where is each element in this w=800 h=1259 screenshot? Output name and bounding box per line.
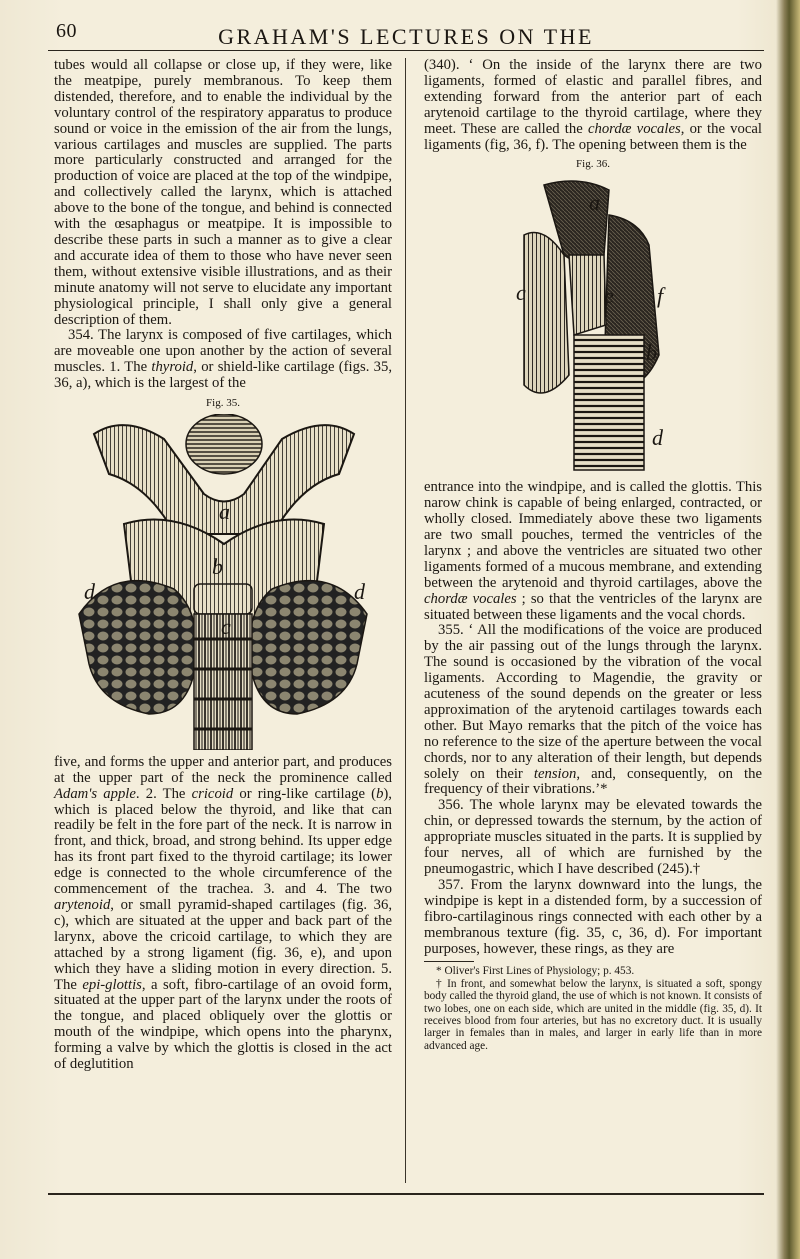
- para-text: , or shield-like cartilage (figs. 35, 36, a), which is the largest of the: [54, 359, 392, 392]
- right-column: [424, 58, 762, 1052]
- para-text: five, and forms the upper and anterior part, and produces at the upper part of the neck the prominence called: [54, 753, 392, 786]
- fig36-label-d: d: [652, 425, 663, 451]
- footnote-2: † In front, and somewhat below the larynx, is situated a soft, spongy body called the thyroid gland, the use of which is not known. It consists of two lobes, one on each side, which are united in the middle (fig. 35, d). It receives blood from four arteries, but has no excretory duct. It is usually larger in females than in males, and larger in early life than in more advanced age.: [424, 977, 762, 1052]
- right-paragraph-355: [424, 623, 762, 798]
- term-chordae-vocales: chordæ vocales: [424, 590, 517, 607]
- term-tension: tension: [533, 765, 577, 782]
- para-text: ; so that the ventricles of the larynx are situated between these ligaments and the vocal chords.: [424, 590, 762, 623]
- para-text: 354. The larynx is composed of five cartilages, which are moveable one upon another by the action of several muscles. 1. The: [54, 327, 392, 376]
- right-paragraph-357: 357. From the larynx downward into the lungs, the windpipe is kept in a distended form, by a succession of fibro-cartilaginous rings connected with each other by a membranous texture (fig. 35, c, 36, d). For important purposes, however, these rings, as they are: [424, 876, 762, 957]
- running-title: GRAHAM'S LECTURES ON THE: [218, 24, 594, 49]
- column-divider: [405, 58, 406, 1183]
- right-paragraph-340: [424, 58, 762, 153]
- left-paragraph-cartilages: [54, 755, 392, 1073]
- fig35-label-d-left: d: [84, 578, 95, 604]
- bottom-rule: [48, 1193, 764, 1195]
- para-text: . 2. The: [135, 785, 192, 802]
- term-epiglottis: epi-glottis: [82, 976, 142, 993]
- para-text: ), which is placed below the thyroid, and like that can readily be felt in the fore part of the neck. It is narrow in front, and thick, broad, and strong behind. Its upper edge has its front part fixed to the thyroid cartilage; its lower edge is connected to the whole circumference of the commencement of the trachea. 3. and 4. The two: [54, 785, 392, 898]
- page-header: [48, 18, 764, 51]
- term-thyroid: thyroid: [151, 359, 194, 376]
- fig36-label-a: a: [589, 190, 600, 216]
- right-paragraph-glottis: [424, 480, 762, 623]
- footnote-rule: [424, 961, 474, 962]
- para-text: , and, consequently, on the frequency of their vibrations.’*: [424, 765, 762, 798]
- fig36-label-c: c: [516, 280, 526, 306]
- left-paragraph-354: [54, 328, 392, 392]
- left-column: [54, 58, 392, 1073]
- page-number: 60: [56, 20, 77, 42]
- fig35-label-c: c: [221, 613, 231, 639]
- figure-35: [54, 414, 392, 755]
- term-b: b: [376, 785, 384, 802]
- larynx-section-illustration: [424, 175, 762, 475]
- term-arytenoid: arytenoid: [54, 897, 111, 913]
- para-text: , or the vocal ligaments (fig, 36, f). The opening between them is the: [424, 120, 762, 153]
- term-cricoid: cricoid: [191, 785, 234, 802]
- para-text: , a soft, fibro-cartilage of an ovoid form, situated at the upper part of the larynx under the roots of the tongue, and placed obliquely over the glottis or mouth of the windpipe, which opens into the pharynx, forming a valve by which the glottis is closed in the act of deglutition: [54, 976, 392, 1073]
- fig35-label-a: a: [219, 498, 230, 524]
- figure-36-caption: Fig. 36.: [576, 158, 610, 171]
- fig36-label-e: e: [604, 283, 614, 309]
- figure-36: [424, 175, 762, 480]
- page-edge-shadow: [776, 0, 800, 1259]
- term-adams-apple: Adam's apple: [54, 785, 136, 802]
- larynx-front-illustration: [54, 414, 392, 750]
- footnote-1: * Oliver's First Lines of Physiology; p. 453.: [436, 965, 635, 978]
- para-text: , or small pyramid-shaped cartilages (fig. 36, c), which are situated at the upper and back part of the larynx, above the cricoid cartilage, to which they are attached by a strong ligament (fig. 36, e), and upon which they have a sliding motion in every direction. 5. The: [54, 897, 392, 993]
- right-paragraph-356: 356. The whole larynx may be elevated towards the chin, or depressed towards the sternum, by the action of appropriate muscles situated in the parts. It is supplied by four nerves, all of which are furnished by the pneumogastric, which I have described (245).†: [424, 797, 762, 877]
- fig36-label-b: b: [646, 340, 657, 366]
- fig35-label-d-right: d: [354, 578, 365, 604]
- left-paragraph-1: tubes would all collapse or close up, if they were, like the meatpipe, purely membranous. To keep them distended, therefore, and to enable the individual by the voluntary control of the respiratory apparatus to produce sound or voice in the emission of the air from the lungs, various cartilages and muscles are supplied. The parts more particularly constructed and arranged for the production of voice are placed at the top of the windpipe, and collectively called the larynx, which is attached above to the bone of the tongue, and behind is connected with the œsaphagus or meatpipe. It is impossible to describe these parts in such a manner as to give a clear and accurate idea of them to those who have never seen them, without extensive visible illustrations, and as their minute anatomy will not serve to elucidate any important physiological principle, I shall only give a general description of them.: [54, 57, 392, 328]
- term-chordae-vocales: chordæ vocales: [587, 120, 681, 137]
- fig35-label-b: b: [212, 553, 223, 579]
- para-text: entrance into the windpipe, and is called the glottis. This narow chink is capable of being enlarged, contracted, or wholly closed. Immediately above these two ligaments are two small pouches, termed the ventricles of the larynx ; and above the ventricles are situated two other ligaments formed of a mucous membrane, and extending between the arytenoid and thyroid cartilages, above the: [424, 479, 762, 591]
- para-text: or ring-like cartilage (: [233, 785, 377, 802]
- para-text: (340). ‘ On the inside of the larynx there are two ligaments, formed of elastic and parallel fibres, and extending forward from the anterior part of each arytenoid cartilage to the thyroid cartilage, where they meet. These are called the: [424, 57, 762, 137]
- figure-35-caption: Fig. 35.: [206, 397, 240, 410]
- fig36-label-f: f: [657, 283, 664, 309]
- para-text: 355. ‘ All the modifications of the voice are produced by the air passing out of the lungs through the larynx. The sound is occasioned by the vibration of the vocal ligaments. According to Magendie, the gravity or acuteness of the sound depends on the greater or less approximation of the arytenoid cartilages towards each other. But Mayo remarks that the pitch of the voice has no reference to the size of the aperture between the vocal chords, nor to any alteration of their length, but depends solely on their: [424, 622, 762, 782]
